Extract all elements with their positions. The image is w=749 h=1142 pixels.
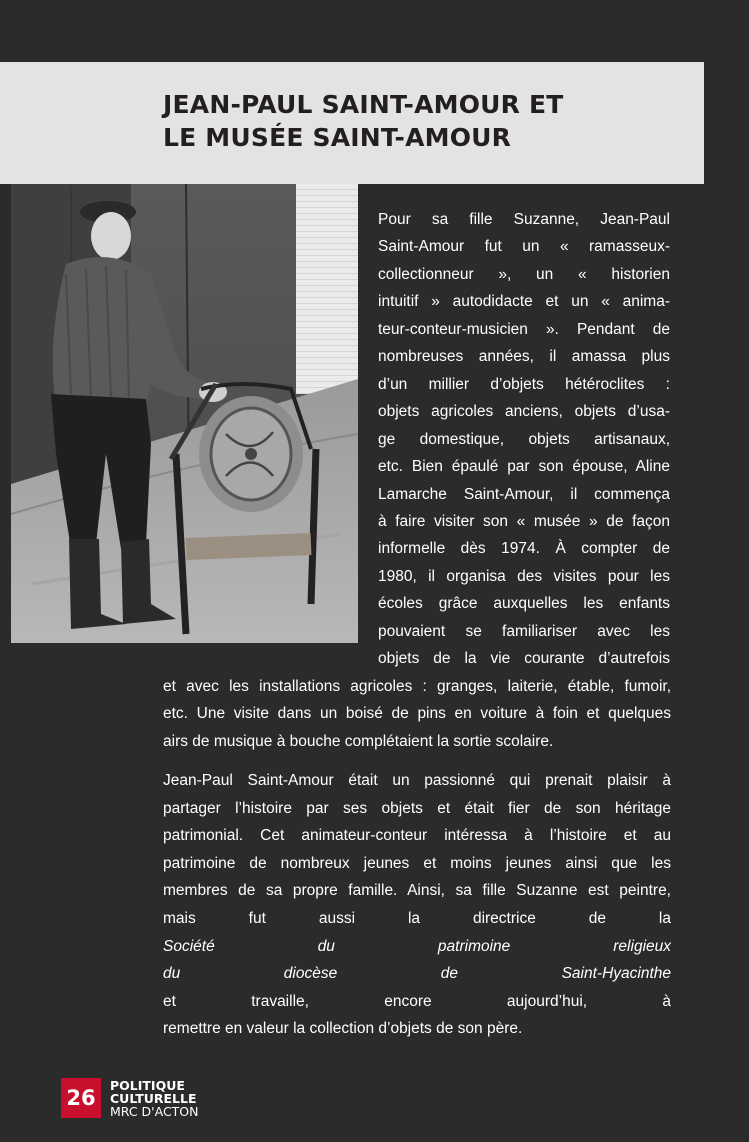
text-line: airs de musique à bouche complétaient la sortie scolaire. (163, 732, 554, 750)
text-line: écoles grâce auxquelles les enfants (378, 595, 670, 613)
text-line: ge domestique, objets artisanaux, (378, 430, 670, 448)
text-line (163, 960, 671, 1015)
text-line: etc. Bien épaulé par son épouse, Aline (378, 458, 670, 476)
text-line: intuitif » autodidacte et un « anima- (378, 293, 670, 311)
text-line: Pour sa fille Suzanne, Jean-Paul (378, 211, 670, 228)
text-line: etc. Une visite dans un boisé de pins en voiture à foin et quelques (163, 705, 671, 723)
text-line: objets agricoles anciens, objets d’usa- (378, 403, 670, 421)
text-line (163, 905, 671, 960)
text-line: objets de la vie courante d’autrefois (378, 650, 670, 668)
text-fragment: et travaille, encore aujourd’hui, à (163, 992, 671, 1010)
paragraph-2 (163, 767, 671, 1043)
page-number-badge: 26 (61, 1078, 101, 1118)
paragraph-1-continued (163, 673, 671, 755)
text-line: d’un millier d’objets hétéroclites : (378, 375, 670, 393)
text-line: partager l’histoire par ses objets et était fier de son héritage (163, 799, 671, 817)
archival-photo (11, 184, 358, 643)
brand-logo-text (110, 1079, 199, 1118)
text-line: Lamarche Saint-Amour, il commença (378, 485, 670, 503)
brand-line-3: MRC D'ACTON (110, 1104, 199, 1119)
text-line: remettre en valeur la collection d’objets de son père. (163, 1020, 523, 1038)
title-line-1: JEAN-PAUL SAINT-AMOUR ET (163, 90, 564, 119)
text-line: membres de sa propre famille. Ainsi, sa fille Suzanne est peintre, (163, 882, 671, 900)
text-line: nombreuses années, il amassa plus (378, 348, 670, 366)
text-line: patrimoine de nombreux jeunes et moins jeunes ainsi que les (163, 854, 671, 872)
text-line: patrimonial. Cet animateur-conteur intéressa à l’histoire et au (163, 827, 671, 845)
text-line: teur-conteur-musicien ». Pendant de (378, 320, 670, 338)
text-line: Saint-Amour fut un « ramasseux- (378, 238, 670, 256)
text-line: informelle dès 1974. À compter de (378, 540, 670, 558)
society-name-part2: du diocèse de Saint-Hyacinthe (163, 965, 671, 983)
title-line-2: LE MUSÉE SAINT-AMOUR (163, 123, 512, 152)
brand-line-1: POLITIQUE (110, 1078, 185, 1093)
text-line: et avec les installations agricoles : granges, laiterie, étable, fumoir, (163, 678, 671, 695)
text-fragment: mais fut aussi la directrice de la (163, 909, 671, 927)
page-title (163, 88, 564, 154)
text-line: 1980, il organisa des visites pour les (378, 567, 670, 585)
text-line: pouvaient se familiariser avec les (378, 622, 670, 640)
society-name-part1: Société du patrimoine religieux (163, 937, 671, 955)
brand-line-2: CULTURELLE (110, 1091, 197, 1106)
paragraph-1-top (378, 206, 670, 673)
text-line: collectionneur », un « historien (378, 265, 670, 283)
text-line: Jean-Paul Saint-Amour était un passionné qui prenait plaisir à (163, 772, 671, 789)
text-line: à faire visiter son « musée » de façon (378, 512, 670, 530)
